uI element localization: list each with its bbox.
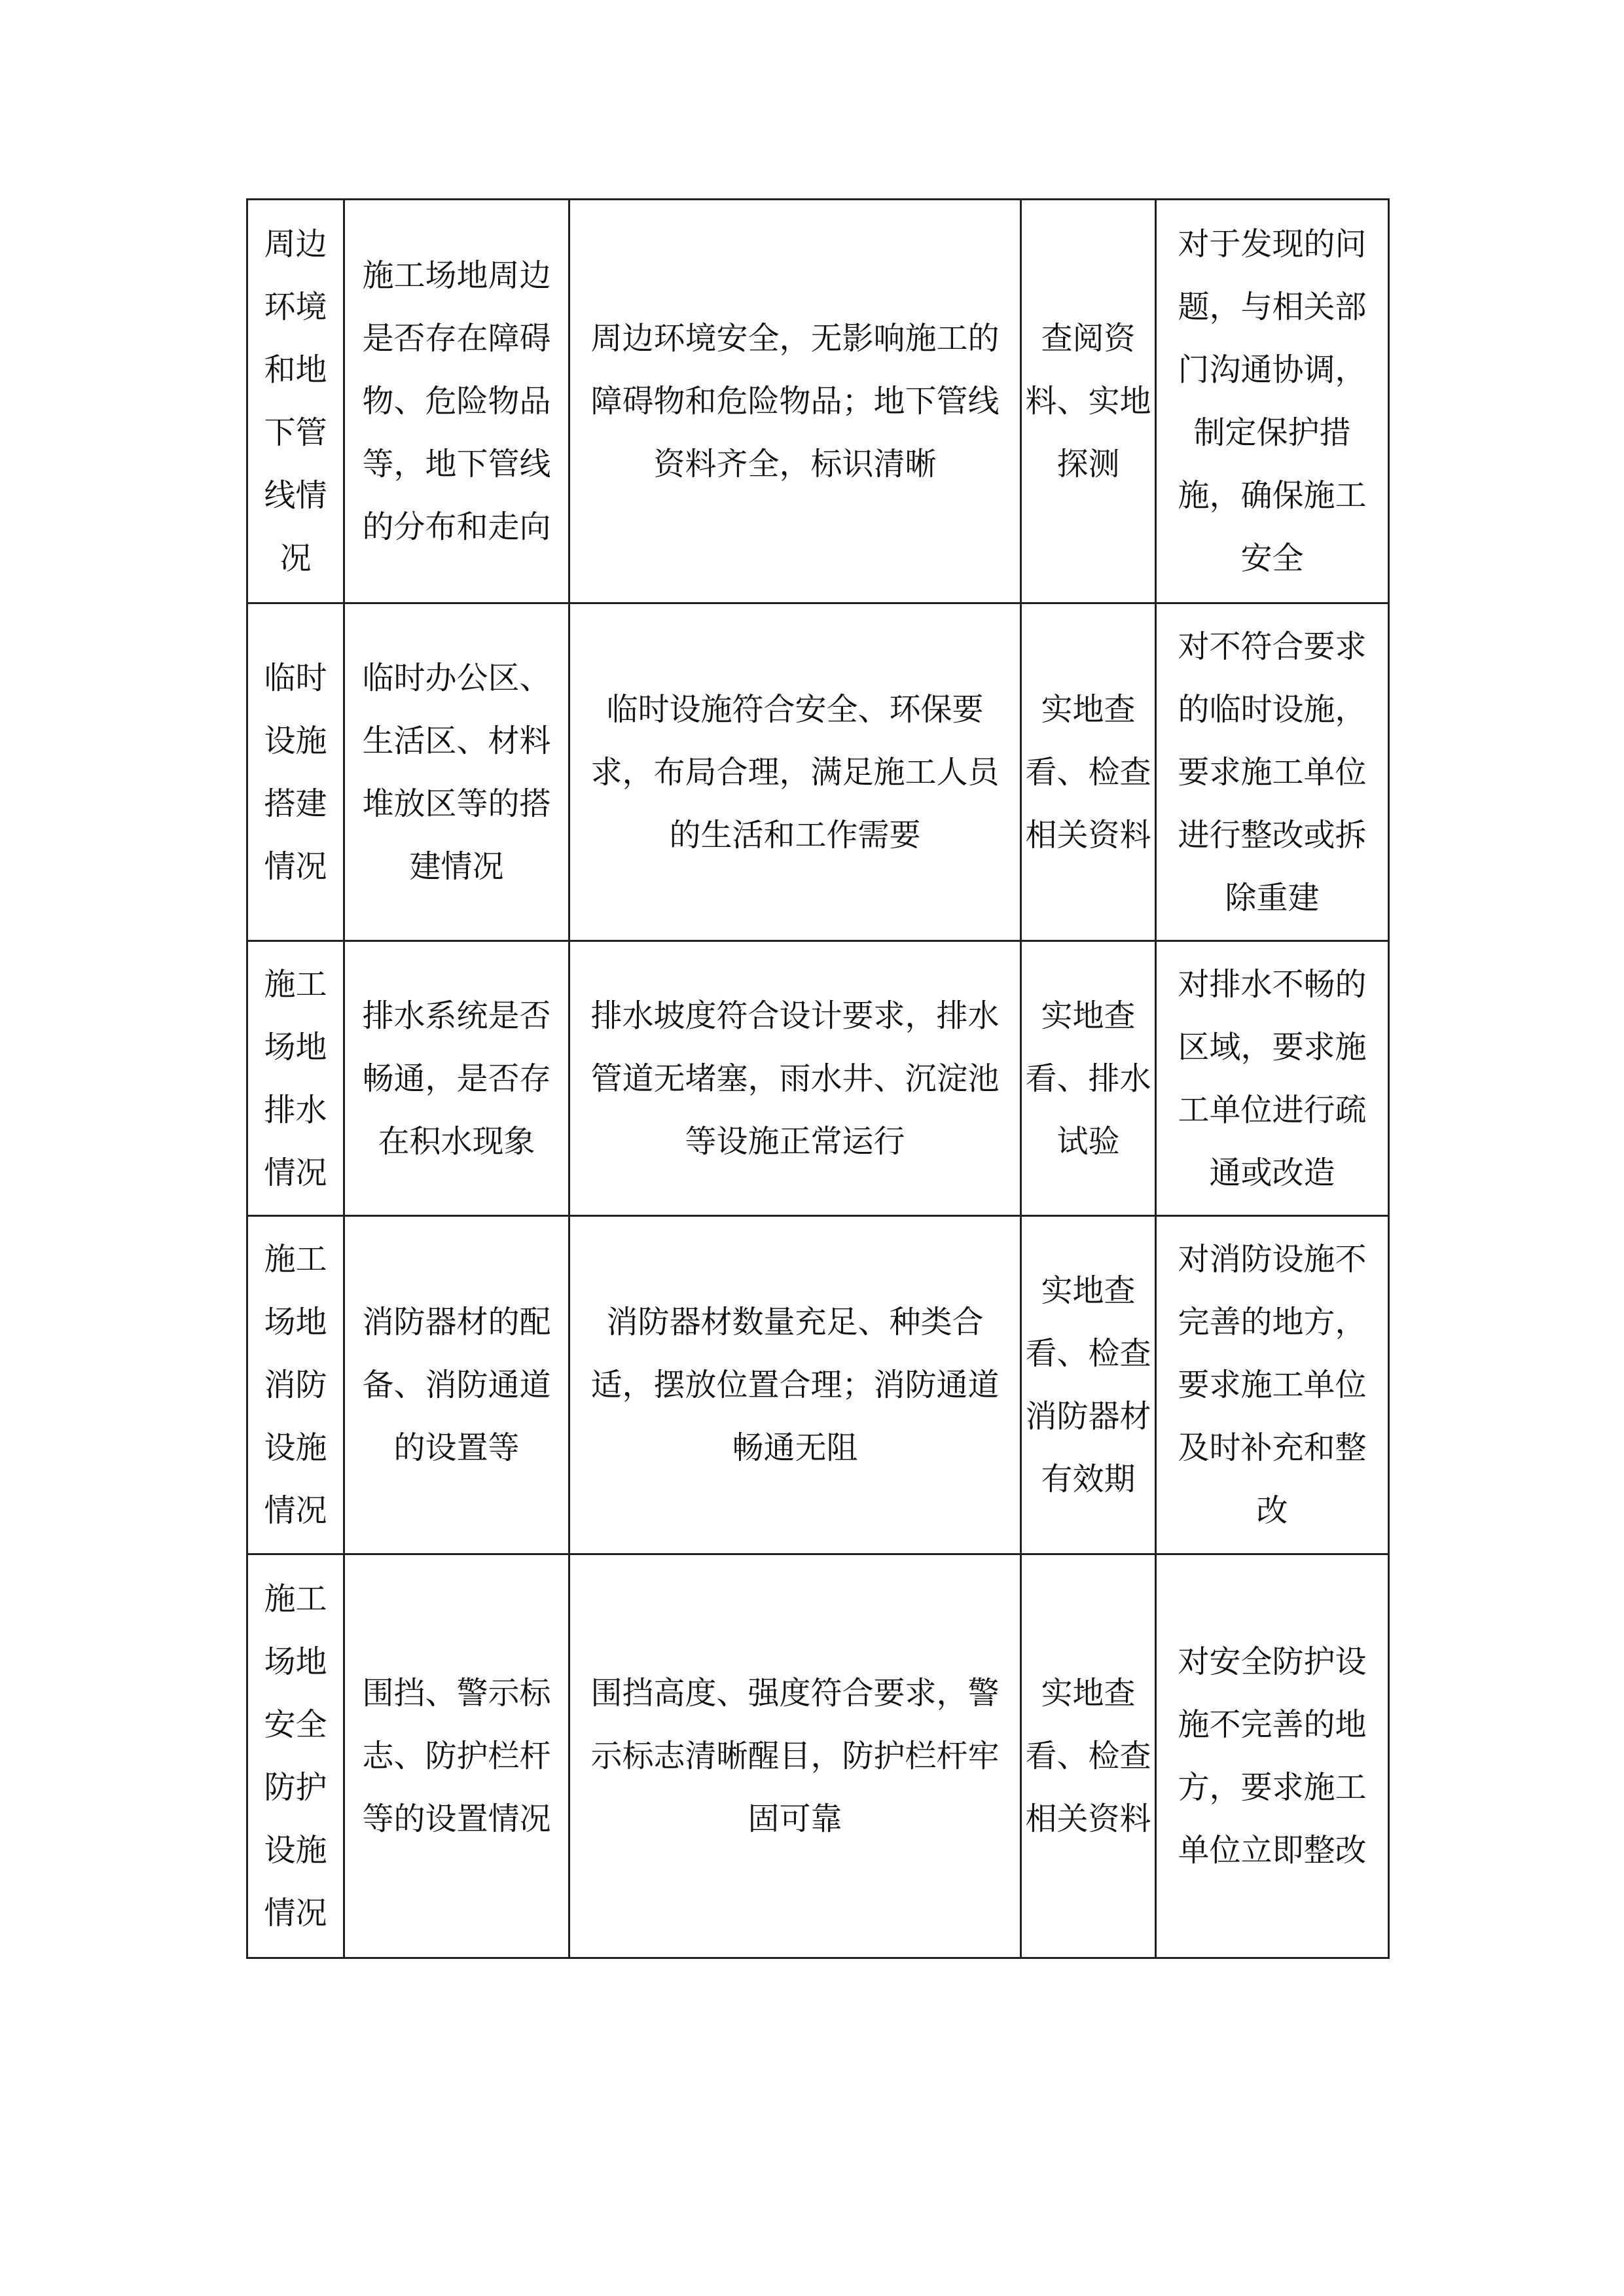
table-row <box>247 941 1389 1216</box>
check-method-cell: 实地查看、排水试验 <box>1021 941 1156 1216</box>
check-standard-cell: 排水坡度符合设计要求，排水管道无堵塞，雨水井、沉淀池等设施正常运行 <box>569 941 1021 1216</box>
table-row <box>247 200 1389 603</box>
check-standard-cell: 临时设施符合安全、环保要求，布局合理，满足施工人员的生活和工作需要 <box>569 603 1021 941</box>
table-row <box>247 603 1389 941</box>
check-item-cell: 周边环境和地下管线情况 <box>247 200 344 603</box>
handling-measure-cell: 对安全防护设施不完善的地方，要求施工单位立即整改 <box>1156 1554 1389 1958</box>
check-method-cell: 实地查看、检查相关资料 <box>1021 603 1156 941</box>
handling-measure-cell: 对不符合要求的临时设施，要求施工单位进行整改或拆除重建 <box>1156 603 1389 941</box>
handling-measure-cell: 对于发现的问题，与相关部门沟通协调，制定保护措施，确保施工安全 <box>1156 200 1389 603</box>
check-content-cell: 排水系统是否畅通，是否存在积水现象 <box>344 941 569 1216</box>
check-method-cell: 查阅资料、实地探测 <box>1021 200 1156 603</box>
check-method-cell: 实地查看、检查消防器材有效期 <box>1021 1216 1156 1554</box>
check-content-cell: 围挡、警示标志、防护栏杆等的设置情况 <box>344 1554 569 1958</box>
check-item-cell: 施工场地消防设施情况 <box>247 1216 344 1554</box>
table-row <box>247 1216 1389 1554</box>
check-standard-cell: 消防器材数量充足、种类合适，摆放位置合理；消防通道畅通无阻 <box>569 1216 1021 1554</box>
inspection-table <box>246 198 1390 1959</box>
check-content-cell: 施工场地周边是否存在障碍物、危险物品等，地下管线的分布和走向 <box>344 200 569 603</box>
check-item-cell: 施工场地排水情况 <box>247 941 344 1216</box>
check-content-cell: 消防器材的配备、消防通道的设置等 <box>344 1216 569 1554</box>
document-page <box>246 198 1388 1959</box>
check-method-cell: 实地查看、检查相关资料 <box>1021 1554 1156 1958</box>
table-row <box>247 1554 1389 1958</box>
check-item-cell: 临时设施搭建情况 <box>247 603 344 941</box>
check-standard-cell: 周边环境安全，无影响施工的障碍物和危险物品；地下管线资料齐全，标识清晰 <box>569 200 1021 603</box>
check-content-cell: 临时办公区、生活区、材料堆放区等的搭建情况 <box>344 603 569 941</box>
handling-measure-cell: 对消防设施不完善的地方，要求施工单位及时补充和整改 <box>1156 1216 1389 1554</box>
handling-measure-cell: 对排水不畅的区域，要求施工单位进行疏通或改造 <box>1156 941 1389 1216</box>
check-item-cell: 施工场地安全防护设施情况 <box>247 1554 344 1958</box>
check-standard-cell: 围挡高度、强度符合要求，警示标志清晰醒目，防护栏杆牢固可靠 <box>569 1554 1021 1958</box>
